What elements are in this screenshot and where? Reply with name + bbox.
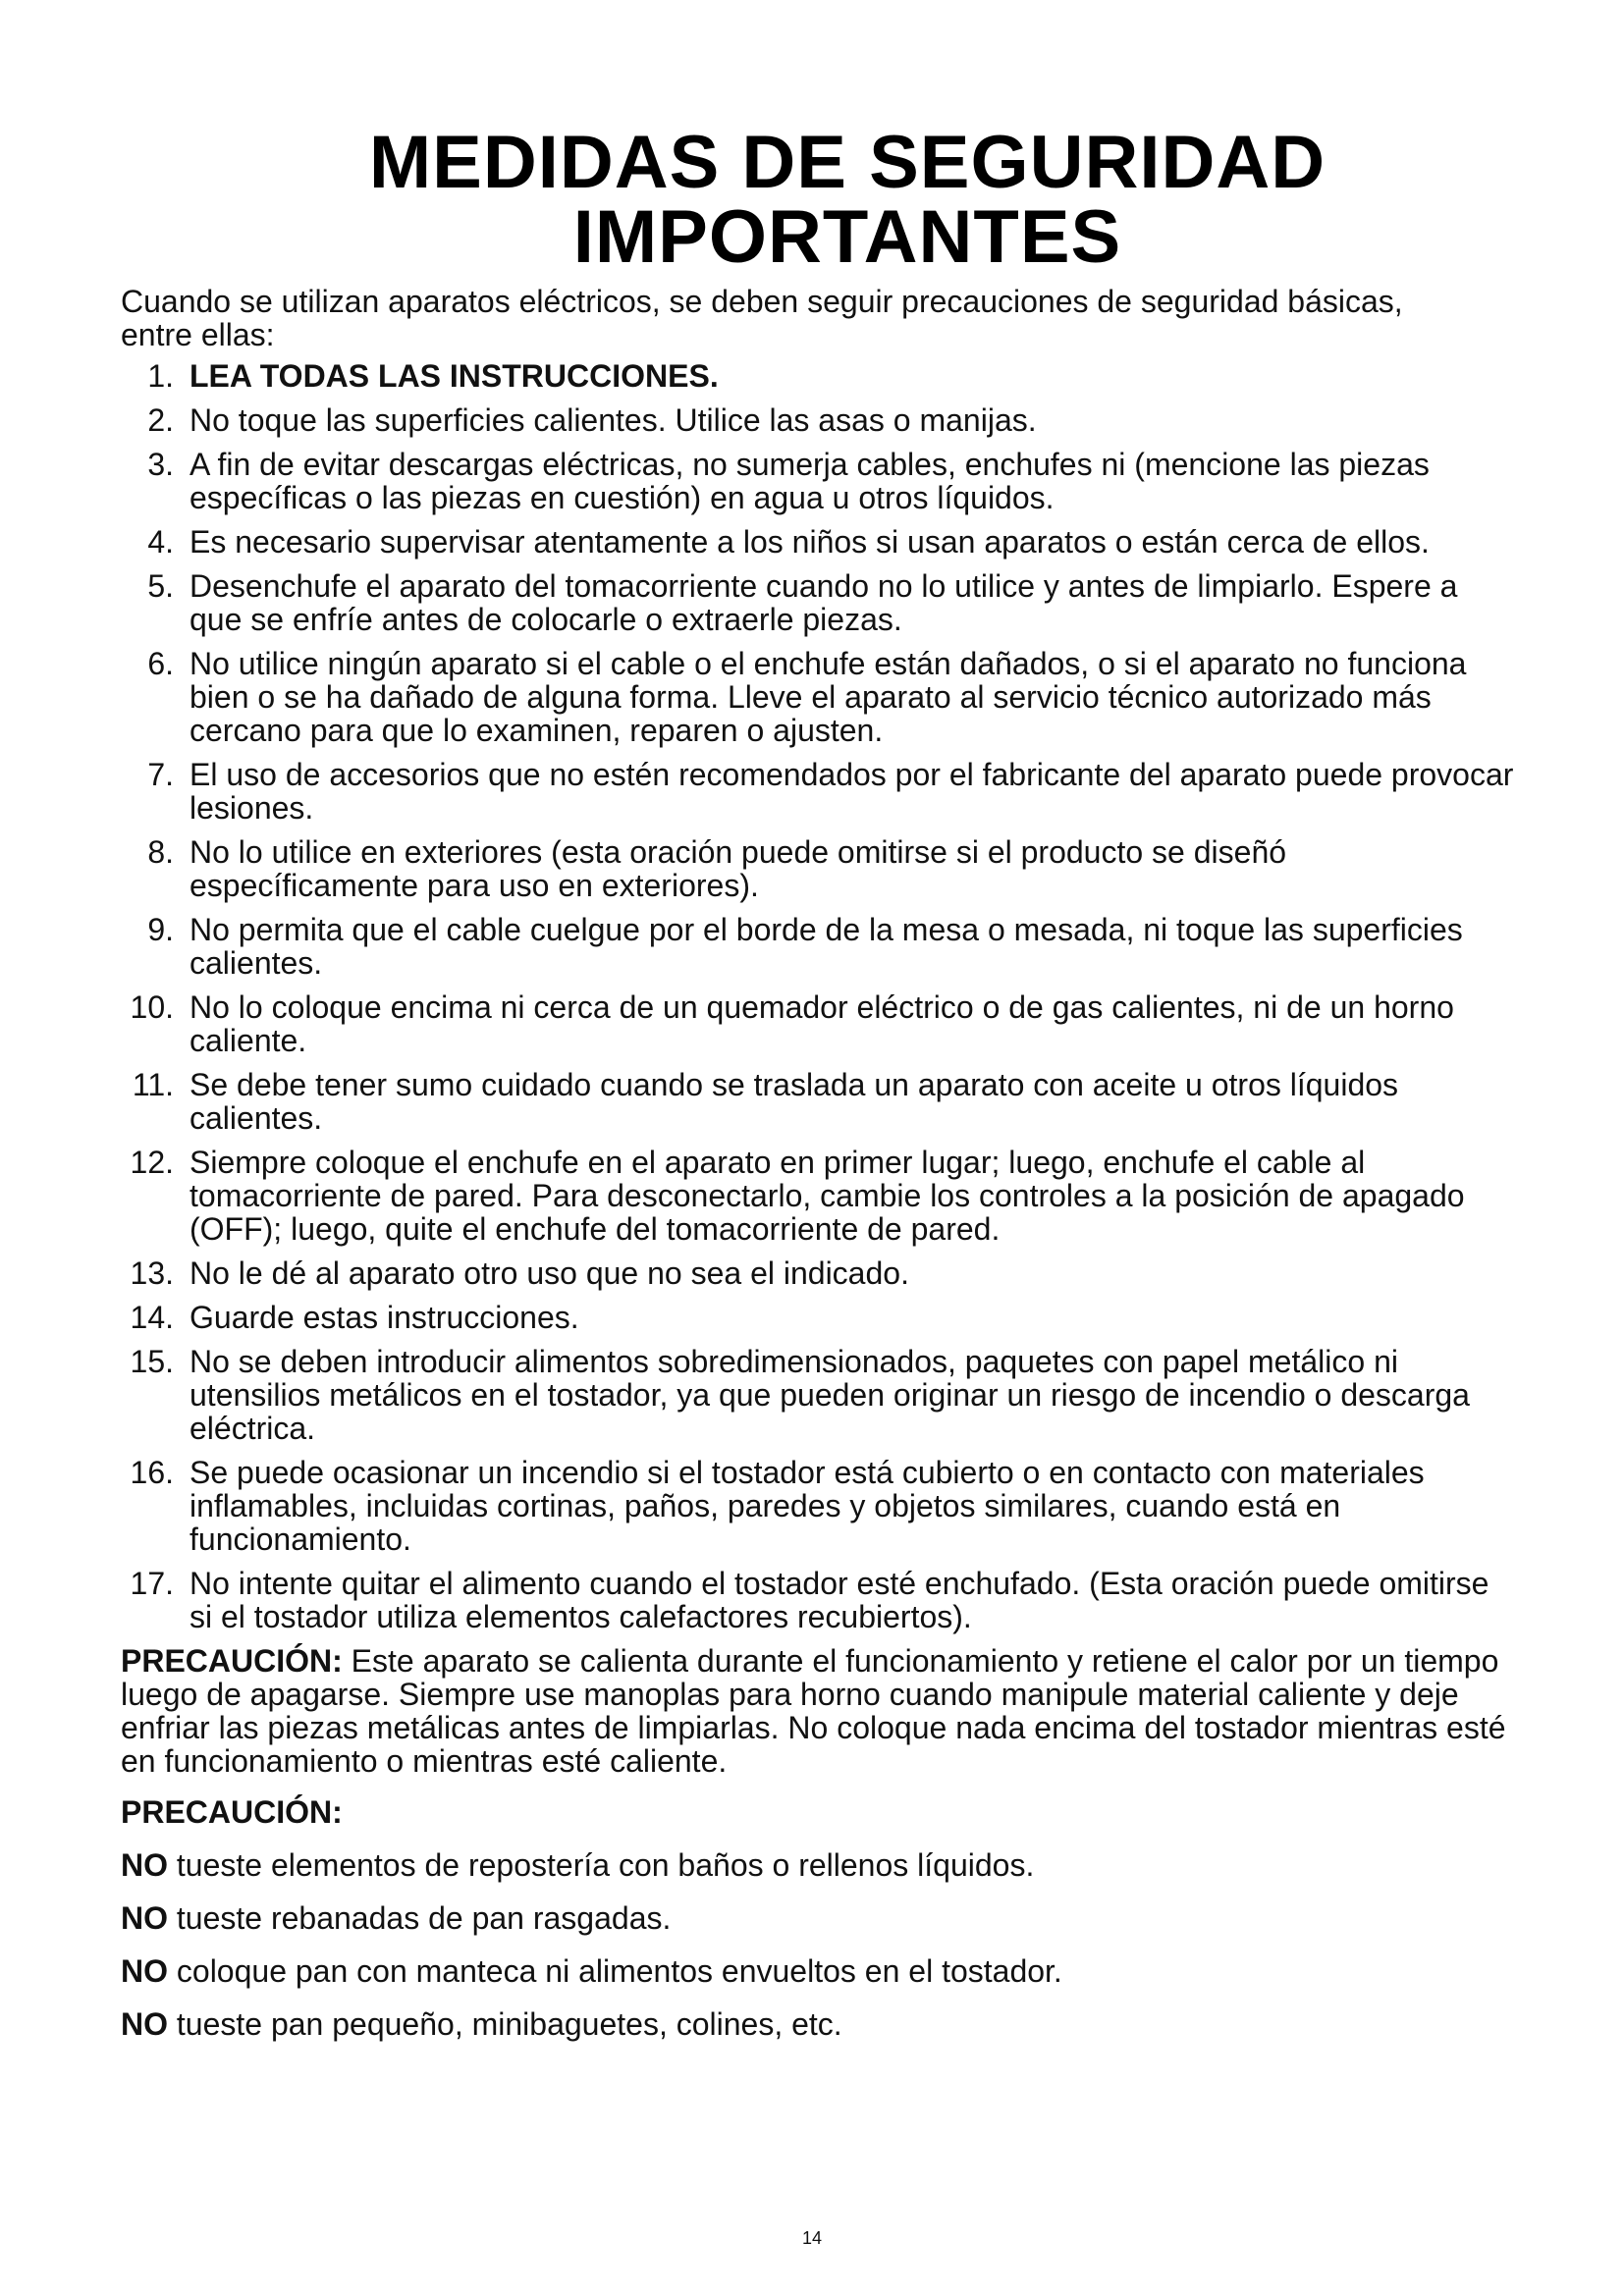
list-item xyxy=(121,1456,1515,1556)
item-number: 3. xyxy=(147,447,174,482)
item-number: 8. xyxy=(147,834,174,870)
list-item xyxy=(121,403,1515,437)
item-number: 12. xyxy=(130,1145,174,1180)
item-text: Siempre coloque el enchufe en el aparato en primer lugar; luego, enchufe el cable al tomacorriente de pared. Para desconectarlo, cambie los controles a la posición de apagado (OFF); luego, quite el enchufe del tomacorriente de pared. xyxy=(189,1145,1465,1247)
item-number: 17. xyxy=(130,1566,174,1601)
intro-paragraph: Cuando se utilizan aparatos eléctricos, se deben seguir precauciones de seguridad básicas, entre ellas: xyxy=(121,284,1403,352)
item-text: Desenchufe el aparato del tomacorriente cuando no lo utilice y antes de limpiarlo. Espere a que se enfríe antes de colocarle o extraerle piezas. xyxy=(189,568,1458,637)
item-number: 13. xyxy=(130,1255,174,1291)
page-title xyxy=(150,121,1544,279)
item-text: No se deben introducir alimentos sobredimensionados, paquetes con papel metálico ni utensilios metálicos en el tostador, ya que pueden originar un riesgo de incendio o descarga eléctrica. xyxy=(189,1344,1470,1446)
item-text: Guarde estas instrucciones. xyxy=(189,1300,579,1335)
title-line-2: IMPORTANTES xyxy=(572,195,1122,279)
no-item-text: coloque pan con manteca ni alimentos envueltos en el tostador. xyxy=(176,1953,1062,1989)
item-text: El uso de accesorios que no estén recomendados por el fabricante del aparato puede provocar lesiones. xyxy=(189,757,1514,826)
item-text: No lo coloque encima ni cerca de un quemador eléctrico o de gas calientes, ni de un horno caliente. xyxy=(189,989,1454,1058)
item-text: No utilice ningún aparato si el cable o el enchufe están dañados, o si el aparato no funciona bien o se ha dañado de alguna forma. Lleve el aparato al servicio técnico autorizado más cercano para que lo examinen, reparen o ajusten. xyxy=(189,646,1467,748)
title-line-1: MEDIDAS DE SEGURIDAD xyxy=(368,121,1326,204)
document-page xyxy=(121,121,1515,2042)
no-item-text: tueste elementos de repostería con baños o rellenos líquidos. xyxy=(176,1847,1035,1883)
caution-heading: PRECAUCIÓN: xyxy=(121,1794,343,1830)
item-text: Se debe tener sumo cuidado cuando se traslada un aparato con aceite u otros líquidos calientes. xyxy=(189,1067,1399,1136)
list-item xyxy=(121,1301,1515,1334)
safety-list xyxy=(121,359,1515,1633)
list-item xyxy=(121,1256,1515,1290)
no-word: NO xyxy=(121,1953,168,1989)
list-item xyxy=(121,1146,1515,1246)
item-number: 10. xyxy=(130,989,174,1025)
item-text: Es necesario supervisar atentamente a los niños si usan aparatos o están cerca de ellos. xyxy=(189,524,1430,560)
item-number: 6. xyxy=(147,646,174,681)
item-number: 16. xyxy=(130,1455,174,1490)
list-item xyxy=(121,1567,1515,1633)
page-number: 14 xyxy=(801,2228,823,2248)
item-number: 5. xyxy=(147,568,174,604)
item-number: 14. xyxy=(130,1300,174,1335)
item-text: A fin de evitar descargas eléctricas, no sumerja cables, enchufes ni (mencione las piezas específicas o las piezas en cuestión) en agua u otros líquidos. xyxy=(189,447,1430,515)
no-item xyxy=(121,1901,1515,1935)
no-item xyxy=(121,1848,1515,1882)
item-number: 4. xyxy=(147,524,174,560)
item-text: Se puede ocasionar un incendio si el tostador está cubierto o en contacto con materiales inflamables, incluidas cortinas, paños, paredes y objetos similares, cuando está en funcionamiento. xyxy=(189,1455,1425,1557)
caution-text: Este aparato se calienta durante el funcionamiento y retiene el calor por un tiempo luego de apagarse. Siempre use manoplas para horno cuando manipule material caliente y deje enfriar las piezas metálicas antes de limpiarlas. No coloque nada encima del tostador mientras esté en funcionamiento o mientras esté caliente. xyxy=(121,1643,1506,1779)
item-text: No lo utilice en exteriores (esta oración puede omitirse si el producto se diseñó específicamente para uso en exteriores). xyxy=(189,834,1287,903)
item-text: No permita que el cable cuelgue por el borde de la mesa o mesada, ni toque las superficies calientes. xyxy=(189,912,1463,981)
item-number: 7. xyxy=(147,757,174,792)
item-number: 1. xyxy=(147,358,174,394)
no-word: NO xyxy=(121,1900,168,1936)
list-item xyxy=(121,569,1515,636)
list-item xyxy=(121,913,1515,980)
list-item xyxy=(121,990,1515,1057)
caution-label: PRECAUCIÓN: xyxy=(121,1643,343,1679)
no-item-text: tueste pan pequeño, minibaguetes, colines, etc. xyxy=(176,2006,842,2042)
item-text: No toque las superficies calientes. Utilice las asas o manijas. xyxy=(189,402,1037,438)
item-text: No intente quitar el alimento cuando el tostador esté enchufado. (Esta oración puede omitirse si el tostador utiliza elementos calefactores recubiertos). xyxy=(189,1566,1489,1634)
no-item xyxy=(121,2007,1515,2041)
no-item-text: tueste rebanadas de pan rasgadas. xyxy=(176,1900,672,1936)
item-number: 11. xyxy=(132,1067,174,1102)
item-text: LEA TODAS LAS INSTRUCCIONES. xyxy=(189,358,719,394)
no-item xyxy=(121,1954,1515,1988)
list-item xyxy=(121,1345,1515,1445)
item-number: 2. xyxy=(147,402,174,438)
list-item xyxy=(121,758,1515,825)
list-item xyxy=(121,835,1515,902)
item-number: 9. xyxy=(147,912,174,947)
list-item xyxy=(121,525,1515,559)
list-item xyxy=(121,359,1515,393)
list-item xyxy=(121,448,1515,514)
item-number: 15. xyxy=(130,1344,174,1379)
list-item xyxy=(121,1068,1515,1135)
item-text: No le dé al aparato otro uso que no sea el indicado. xyxy=(189,1255,909,1291)
list-item xyxy=(121,647,1515,747)
no-word: NO xyxy=(121,1847,168,1883)
no-word: NO xyxy=(121,2006,168,2042)
caution-paragraph xyxy=(121,1644,1515,1778)
